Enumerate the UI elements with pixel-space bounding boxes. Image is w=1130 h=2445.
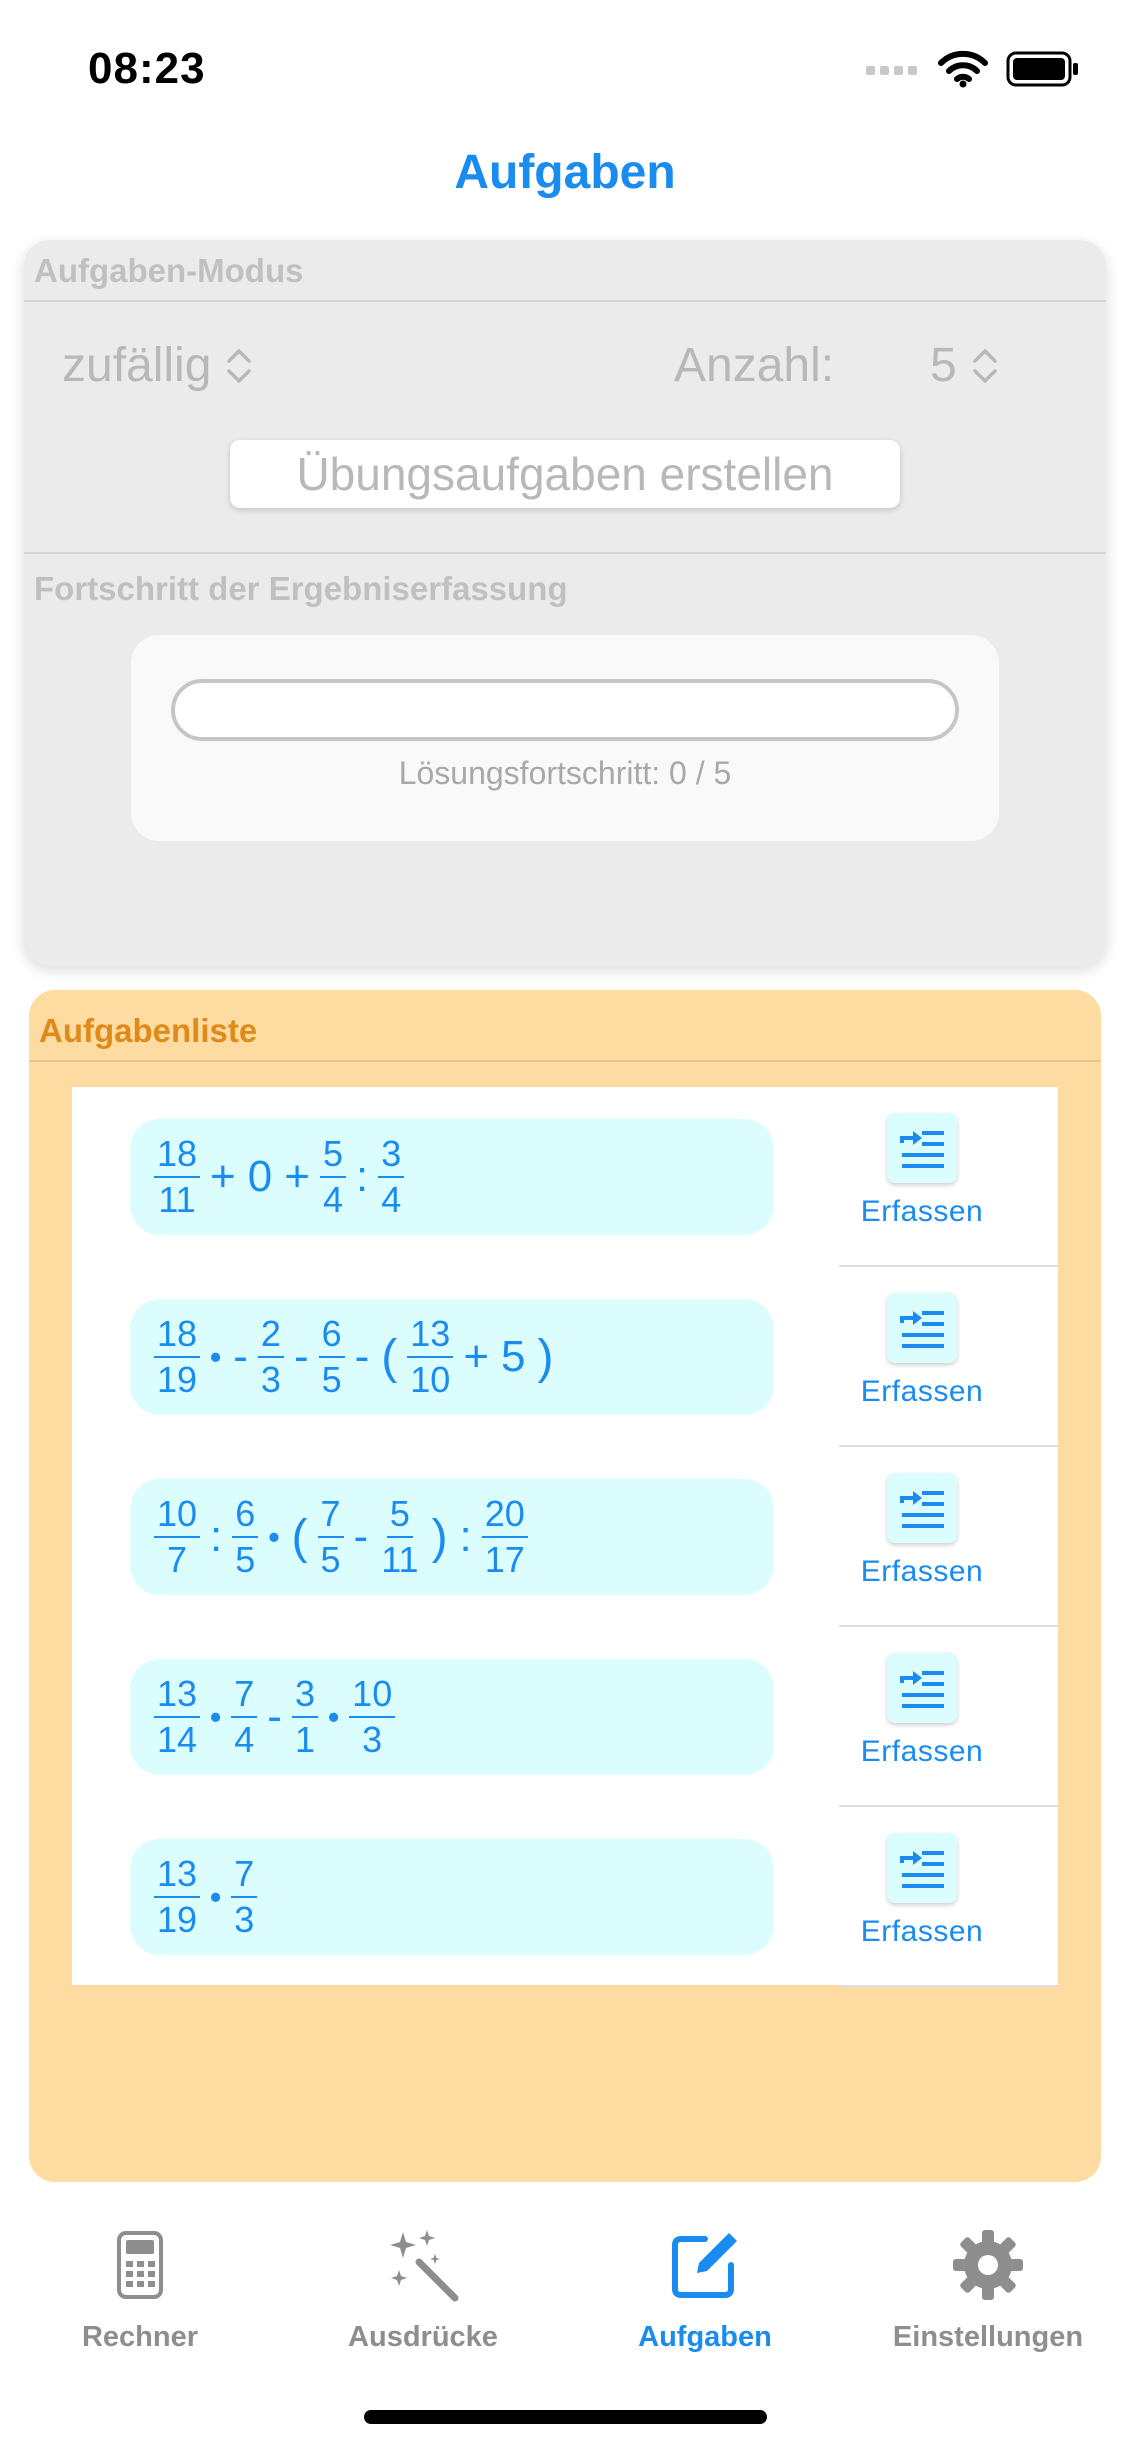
fraction: $\frac{7}{5}$ — [318, 1495, 344, 1579]
task-mode-card — [24, 240, 1106, 966]
fraction: $\frac{7}{4}$ — [231, 1675, 257, 1759]
tab-einstellungen[interactable] — [848, 2225, 1128, 2354]
fraction: $\frac{18}{19}$ — [154, 1315, 200, 1399]
tab-label: Ausdrücke — [348, 2321, 498, 2353]
status-bar — [0, 0, 1130, 130]
fraction: $\frac{6}{5}$ — [319, 1315, 345, 1399]
integer: 5 — [501, 1332, 526, 1381]
chevron-up-down-icon — [225, 345, 253, 387]
parenthesis: ( — [381, 1330, 398, 1384]
compose-icon — [565, 2225, 845, 2305]
gear-icon — [848, 2225, 1128, 2305]
tab-aufgaben[interactable] — [565, 2225, 845, 2354]
capture-label: Erfassen — [860, 1915, 984, 1948]
task-expression[interactable] — [130, 1839, 774, 1955]
operator: • — [210, 1698, 222, 1735]
divider — [24, 552, 1106, 554]
capture-button[interactable] — [842, 1653, 1002, 1769]
operator: : — [355, 1152, 369, 1201]
fraction: $\frac{13}{14}$ — [154, 1675, 200, 1759]
fraction: $\frac{18}{11}$ — [154, 1135, 200, 1219]
capture-icon — [887, 1653, 957, 1723]
tab-bar — [0, 2195, 1130, 2445]
fraction: $\frac{20}{17}$ — [482, 1495, 528, 1579]
capture-label: Erfassen — [860, 1195, 984, 1228]
operator: • — [268, 1518, 280, 1555]
capture-icon — [887, 1293, 957, 1363]
task-expression[interactable] — [130, 1299, 774, 1415]
tab-ausdruecke[interactable] — [283, 2225, 563, 2354]
progress-bar — [171, 679, 959, 741]
task-list-header: Aufgabenliste — [39, 1012, 258, 1049]
progress-header: Fortschritt der Ergebniserfassung — [34, 570, 568, 607]
operator: • — [210, 1878, 222, 1915]
task-row — [72, 1087, 1058, 1267]
operator: + — [284, 1152, 310, 1201]
operator: - — [233, 1332, 248, 1381]
task-list-card — [29, 990, 1101, 2182]
fraction: $\frac{5}{11}$ — [381, 1493, 419, 1580]
operator: - — [267, 1692, 282, 1741]
tab-label: Einstellungen — [892, 2321, 1084, 2353]
operator: • — [210, 1338, 222, 1375]
operator: + — [463, 1332, 490, 1381]
tab-label: Rechner — [81, 2321, 199, 2353]
task-row — [72, 1807, 1058, 1987]
mode-picker-value: zufällig — [62, 339, 212, 392]
fraction: $\frac{13}{10}$ — [407, 1315, 453, 1399]
battery-icon — [1006, 51, 1080, 87]
calculator-icon — [0, 2225, 280, 2305]
fraction: $\frac{10}{3}$ — [349, 1675, 395, 1759]
integer: 0 — [247, 1152, 273, 1201]
operator: : — [459, 1512, 472, 1561]
status-icons — [866, 50, 1080, 88]
task-row — [72, 1627, 1058, 1807]
count-picker-value: 5 — [930, 339, 957, 392]
parenthesis: ) — [431, 1510, 448, 1564]
fraction: $\frac{13}{19}$ — [154, 1855, 200, 1939]
count-picker[interactable] — [930, 338, 999, 393]
operator: + — [210, 1152, 236, 1201]
capture-button[interactable] — [842, 1833, 1002, 1949]
task-mode-header: Aufgaben-Modus — [34, 252, 304, 289]
task-row — [72, 1447, 1058, 1627]
fraction: $\frac{10}{7}$ — [154, 1495, 200, 1579]
wifi-icon — [938, 50, 988, 88]
magic-wand-icon — [283, 2225, 563, 2305]
capture-button[interactable] — [842, 1473, 1002, 1589]
task-expression[interactable] — [130, 1479, 774, 1595]
operator: • — [327, 1698, 340, 1735]
fraction: $\frac{7}{3}$ — [231, 1855, 257, 1939]
operator: - — [353, 1512, 369, 1561]
operator: - — [354, 1332, 370, 1381]
capture-label: Erfassen — [860, 1555, 984, 1588]
mode-picker[interactable] — [62, 338, 253, 393]
fraction: $\frac{6}{5}$ — [232, 1495, 258, 1579]
cellular-signal-icon — [866, 62, 920, 76]
status-time: 08:23 — [88, 44, 206, 93]
capture-label: Erfassen — [860, 1735, 984, 1768]
tab-label: Aufgaben — [638, 2321, 772, 2353]
progress-panel — [131, 635, 999, 841]
task-row — [72, 1267, 1058, 1447]
capture-button[interactable] — [842, 1113, 1002, 1229]
create-exercises-button[interactable]: Übungsaufgaben erstellen — [230, 440, 900, 508]
operator: : — [210, 1512, 223, 1561]
tab-rechner[interactable] — [0, 2225, 280, 2354]
fraction: $\frac{3}{1}$ — [292, 1675, 318, 1759]
capture-icon — [887, 1833, 957, 1903]
task-expression[interactable] — [130, 1119, 774, 1235]
progress-text: Lösungsfortschritt: 0 / 5 — [398, 755, 732, 791]
task-list — [72, 1087, 1058, 1985]
task-expression[interactable] — [130, 1659, 774, 1775]
parenthesis: ) — [537, 1330, 554, 1384]
row-separator — [839, 1985, 1058, 1987]
home-indicator — [364, 2410, 767, 2424]
count-label: Anzahl: — [674, 339, 835, 392]
fraction: $\frac{3}{4}$ — [378, 1135, 404, 1219]
divider — [24, 300, 1106, 302]
capture-label: Erfassen — [860, 1375, 984, 1408]
page-title: Aufgaben — [454, 146, 676, 199]
chevron-up-down-icon — [971, 345, 999, 387]
operator: - — [293, 1332, 309, 1381]
fraction: $\frac{5}{4}$ — [320, 1135, 346, 1219]
capture-button[interactable] — [842, 1293, 1002, 1409]
divider — [29, 1060, 1101, 1062]
parenthesis: ( — [291, 1510, 308, 1564]
capture-icon — [887, 1473, 957, 1543]
capture-icon — [887, 1113, 957, 1183]
fraction: $\frac{2}{3}$ — [258, 1315, 284, 1399]
